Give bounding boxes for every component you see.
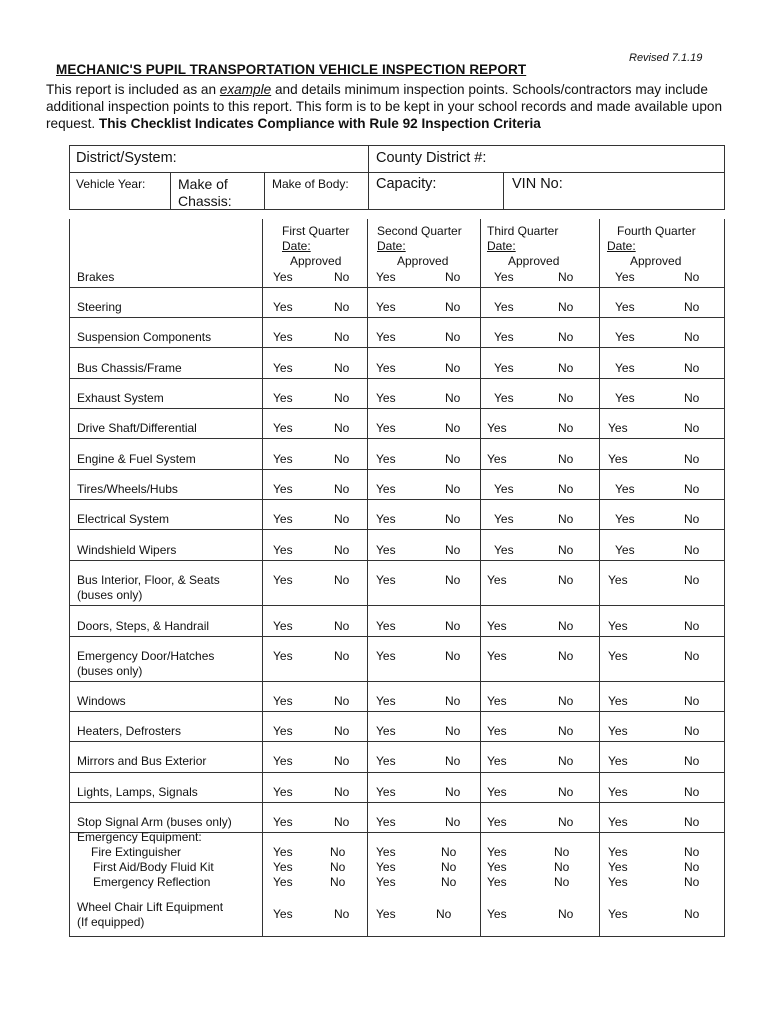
yes-option: Yes [273,649,293,663]
no-option: No [334,649,350,663]
no-option: No [684,361,700,375]
row-label-14: Heaters, Defrosters [77,724,182,738]
yes-option: Yes [273,619,293,633]
no-option: No [445,573,461,587]
vehicle-year-label: Vehicle Year: [76,177,146,191]
no-option: No [334,815,350,829]
row-label-8: Electrical System [77,512,170,526]
no-option: No [554,845,570,859]
no-option: No [334,512,350,526]
row-label-0: Brakes [77,270,115,284]
no-option: No [558,482,574,496]
report-title: MECHANIC'S PUPIL TRANSPORTATION VEHICLE INSPECTION REPORT [56,62,527,77]
no-option: No [684,754,700,768]
no-option: No [445,512,461,526]
yes-option: Yes [376,694,396,708]
yes-option: Yes [273,512,293,526]
yes-option: Yes [487,724,507,738]
no-option: No [445,785,461,799]
no-option: No [558,330,574,344]
no-option: No [684,512,700,526]
no-option: No [334,907,350,921]
yes-option: Yes [487,694,507,708]
no-option: No [554,860,570,874]
yes-option: Yes [273,573,293,587]
yes-option: Yes [615,330,635,344]
yes-option: Yes [376,573,396,587]
yes-option: Yes [487,785,507,799]
yes-option: Yes [376,482,396,496]
row-label-11: Doors, Steps, & Handrail [77,619,210,633]
yes-option: Yes [487,860,507,874]
row-label-10: Bus Interior, Floor, & Seats [77,573,220,587]
no-option: No [684,482,700,496]
no-option: No [684,815,700,829]
yes-option: Yes [608,754,628,768]
no-option: No [334,391,350,405]
quarter-4-approved-label: Approved [630,254,682,268]
row-label-6: Engine & Fuel System [77,452,196,466]
yes-option: Yes [608,694,628,708]
no-option: No [330,845,346,859]
quarter-2-approved-label: Approved [397,254,449,268]
yes-option: Yes [615,512,635,526]
no-option: No [558,543,574,557]
no-option: No [558,573,574,587]
no-option: No [445,543,461,557]
no-option: No [684,300,700,314]
row-label-12: Emergency Door/Hatches [77,649,215,663]
yes-option: Yes [376,815,396,829]
no-option: No [558,361,574,375]
no-option: No [445,300,461,314]
yes-option: Yes [608,619,628,633]
no-option: No [558,754,574,768]
no-option: No [684,543,700,557]
row-sublabel-18-0: Fire Extinguisher [91,845,182,859]
intro-example: example [219,82,272,97]
row-sublabel-18-2: Emergency Reflection [93,875,211,889]
no-option: No [445,391,461,405]
yes-option: Yes [376,845,396,859]
no-option: No [445,361,461,375]
yes-option: Yes [615,482,635,496]
yes-option: Yes [494,391,514,405]
row-label-1: Steering [77,300,122,314]
district-label: District/System: [76,150,177,166]
quarter-2-title: Second Quarter [377,224,462,238]
no-option: No [334,421,350,435]
no-option: No [334,330,350,344]
quarter-3-approved-label: Approved [508,254,560,268]
intro-paragraph [46,81,732,132]
yes-option: Yes [376,391,396,405]
yes-option: Yes [376,754,396,768]
yes-option: Yes [487,907,507,921]
yes-option: Yes [615,391,635,405]
row-label-15: Mirrors and Bus Exterior [77,754,207,768]
yes-option: Yes [273,875,293,889]
yes-option: Yes [608,907,628,921]
quarter-1-approved-label: Approved [290,254,342,268]
no-option: No [554,875,570,889]
no-option: No [558,270,574,284]
no-option: No [445,694,461,708]
no-option: No [445,270,461,284]
yes-option: Yes [273,482,293,496]
no-option: No [684,694,700,708]
yes-option: Yes [376,860,396,874]
yes-option: Yes [273,452,293,466]
yes-option: Yes [273,421,293,435]
no-option: No [558,815,574,829]
yes-option: Yes [608,452,628,466]
intro-text-2: and details minimum inspection points. Schools/contractors may include additional inspection points to this report. This form is to be kept in your school records and made available upon request. [46,82,723,131]
row-label-7: Tires/Wheels/Hubs [77,482,178,496]
yes-option: Yes [487,875,507,889]
yes-option: Yes [487,649,507,663]
yes-option: Yes [273,724,293,738]
no-option: No [684,330,700,344]
quarter-2-date-label: Date: [377,239,406,253]
no-option: No [558,421,574,435]
row-label-sub-10: (buses only) [77,588,143,602]
yes-option: Yes [487,845,507,859]
yes-option: Yes [494,330,514,344]
no-option: No [334,361,350,375]
yes-option: Yes [376,270,396,284]
no-option: No [558,452,574,466]
no-option: No [558,391,574,405]
row-label-17: Stop Signal Arm (buses only) [77,815,232,829]
yes-option: Yes [273,361,293,375]
yes-option: Yes [273,543,293,557]
intro-bold: This Checklist Indicates Compliance with Rule 92 Inspection Criteria [98,116,541,131]
yes-option: Yes [376,619,396,633]
yes-option: Yes [376,421,396,435]
no-option: No [558,785,574,799]
yes-option: Yes [608,785,628,799]
yes-option: Yes [487,815,507,829]
no-option: No [684,452,700,466]
no-option: No [558,694,574,708]
county-label: County District #: [376,150,487,166]
row-sublabel-18-1: First Aid/Body Fluid Kit [93,860,214,874]
no-option: No [558,649,574,663]
yes-option: Yes [376,543,396,557]
yes-option: Yes [494,482,514,496]
no-option: No [684,875,700,889]
yes-option: Yes [273,391,293,405]
no-option: No [684,724,700,738]
yes-option: Yes [487,754,507,768]
yes-option: Yes [376,512,396,526]
yes-option: Yes [376,907,396,921]
quarter-4-date-label: Date: [607,239,636,253]
yes-option: Yes [615,543,635,557]
yes-option: Yes [273,815,293,829]
row-label-16: Lights, Lamps, Signals [77,785,198,799]
row-label-9: Windshield Wipers [77,543,177,557]
row-label-2: Suspension Components [77,330,212,344]
yes-option: Yes [376,330,396,344]
yes-option: Yes [608,649,628,663]
no-option: No [558,512,574,526]
no-option: No [441,875,457,889]
yes-option: Yes [273,330,293,344]
no-option: No [445,619,461,633]
quarter-1-title: First Quarter [282,224,350,238]
yes-option: Yes [487,619,507,633]
no-option: No [684,845,700,859]
no-option: No [330,875,346,889]
row-label-18: Emergency Equipment: [77,830,202,844]
quarter-3-title: Third Quarter [487,224,559,238]
quarter-4-title: Fourth Quarter [617,224,696,238]
yes-option: Yes [273,270,293,284]
yes-option: Yes [615,270,635,284]
yes-option: Yes [494,300,514,314]
yes-option: Yes [608,860,628,874]
no-option: No [684,573,700,587]
yes-option: Yes [273,694,293,708]
yes-option: Yes [376,785,396,799]
yes-option: Yes [615,300,635,314]
capacity-label: Capacity: [376,176,437,192]
no-option: No [334,482,350,496]
no-option: No [684,860,700,874]
yes-option: Yes [494,512,514,526]
yes-option: Yes [494,543,514,557]
no-option: No [684,391,700,405]
no-option: No [684,907,700,921]
row-label-sub-12: (buses only) [77,664,143,678]
no-option: No [330,860,346,874]
yes-option: Yes [487,452,507,466]
no-option: No [684,649,700,663]
yes-option: Yes [487,421,507,435]
yes-option: Yes [494,270,514,284]
no-option: No [334,724,350,738]
yes-option: Yes [376,300,396,314]
yes-option: Yes [376,724,396,738]
no-option: No [436,907,452,921]
row-label-5: Drive Shaft/Differential [77,421,197,435]
no-option: No [334,573,350,587]
no-option: No [684,421,700,435]
no-option: No [334,754,350,768]
no-option: No [445,452,461,466]
no-option: No [334,694,350,708]
vin-label: VIN No: [512,176,563,192]
yes-option: Yes [608,845,628,859]
yes-option: Yes [494,361,514,375]
row-label-3: Bus Chassis/Frame [77,361,182,375]
no-option: No [445,649,461,663]
no-option: No [445,724,461,738]
row-label-19: Wheel Chair Lift Equipment [77,900,224,914]
yes-option: Yes [376,649,396,663]
yes-option: Yes [608,724,628,738]
make-chassis-label: Make of Chassis: [178,176,232,209]
yes-option: Yes [273,860,293,874]
no-option: No [445,421,461,435]
no-option: No [684,270,700,284]
no-option: No [558,724,574,738]
row-label-13: Windows [77,694,126,708]
yes-option: Yes [273,300,293,314]
intro-text-1: This report is included as an [46,82,220,97]
yes-option: Yes [615,361,635,375]
yes-option: Yes [273,785,293,799]
yes-option: Yes [608,815,628,829]
yes-option: Yes [376,361,396,375]
yes-option: Yes [608,421,628,435]
no-option: No [334,452,350,466]
yes-option: Yes [273,754,293,768]
yes-option: Yes [376,452,396,466]
no-option: No [445,815,461,829]
quarter-1-date-label: Date: [282,239,311,253]
yes-option: Yes [608,875,628,889]
no-option: No [445,330,461,344]
row-label-4: Exhaust System [77,391,164,405]
no-option: No [684,785,700,799]
no-option: No [558,619,574,633]
revised-date: Revised 7.1.19 [629,52,703,64]
yes-option: Yes [608,573,628,587]
vehicle-info-header [69,145,725,210]
no-option: No [334,785,350,799]
no-option: No [441,860,457,874]
no-option: No [558,300,574,314]
no-option: No [334,300,350,314]
no-option: No [684,619,700,633]
no-option: No [334,270,350,284]
no-option: No [334,619,350,633]
no-option: No [334,543,350,557]
no-option: No [445,482,461,496]
quarter-3-date-label: Date: [487,239,516,253]
make-body-label: Make of Body: [272,177,349,191]
no-option: No [441,845,457,859]
yes-option: Yes [273,907,293,921]
no-option: No [445,754,461,768]
no-option: No [558,907,574,921]
yes-option: Yes [376,875,396,889]
row-label-sub-19: (If equipped) [77,915,145,929]
yes-option: Yes [273,845,293,859]
yes-option: Yes [487,573,507,587]
